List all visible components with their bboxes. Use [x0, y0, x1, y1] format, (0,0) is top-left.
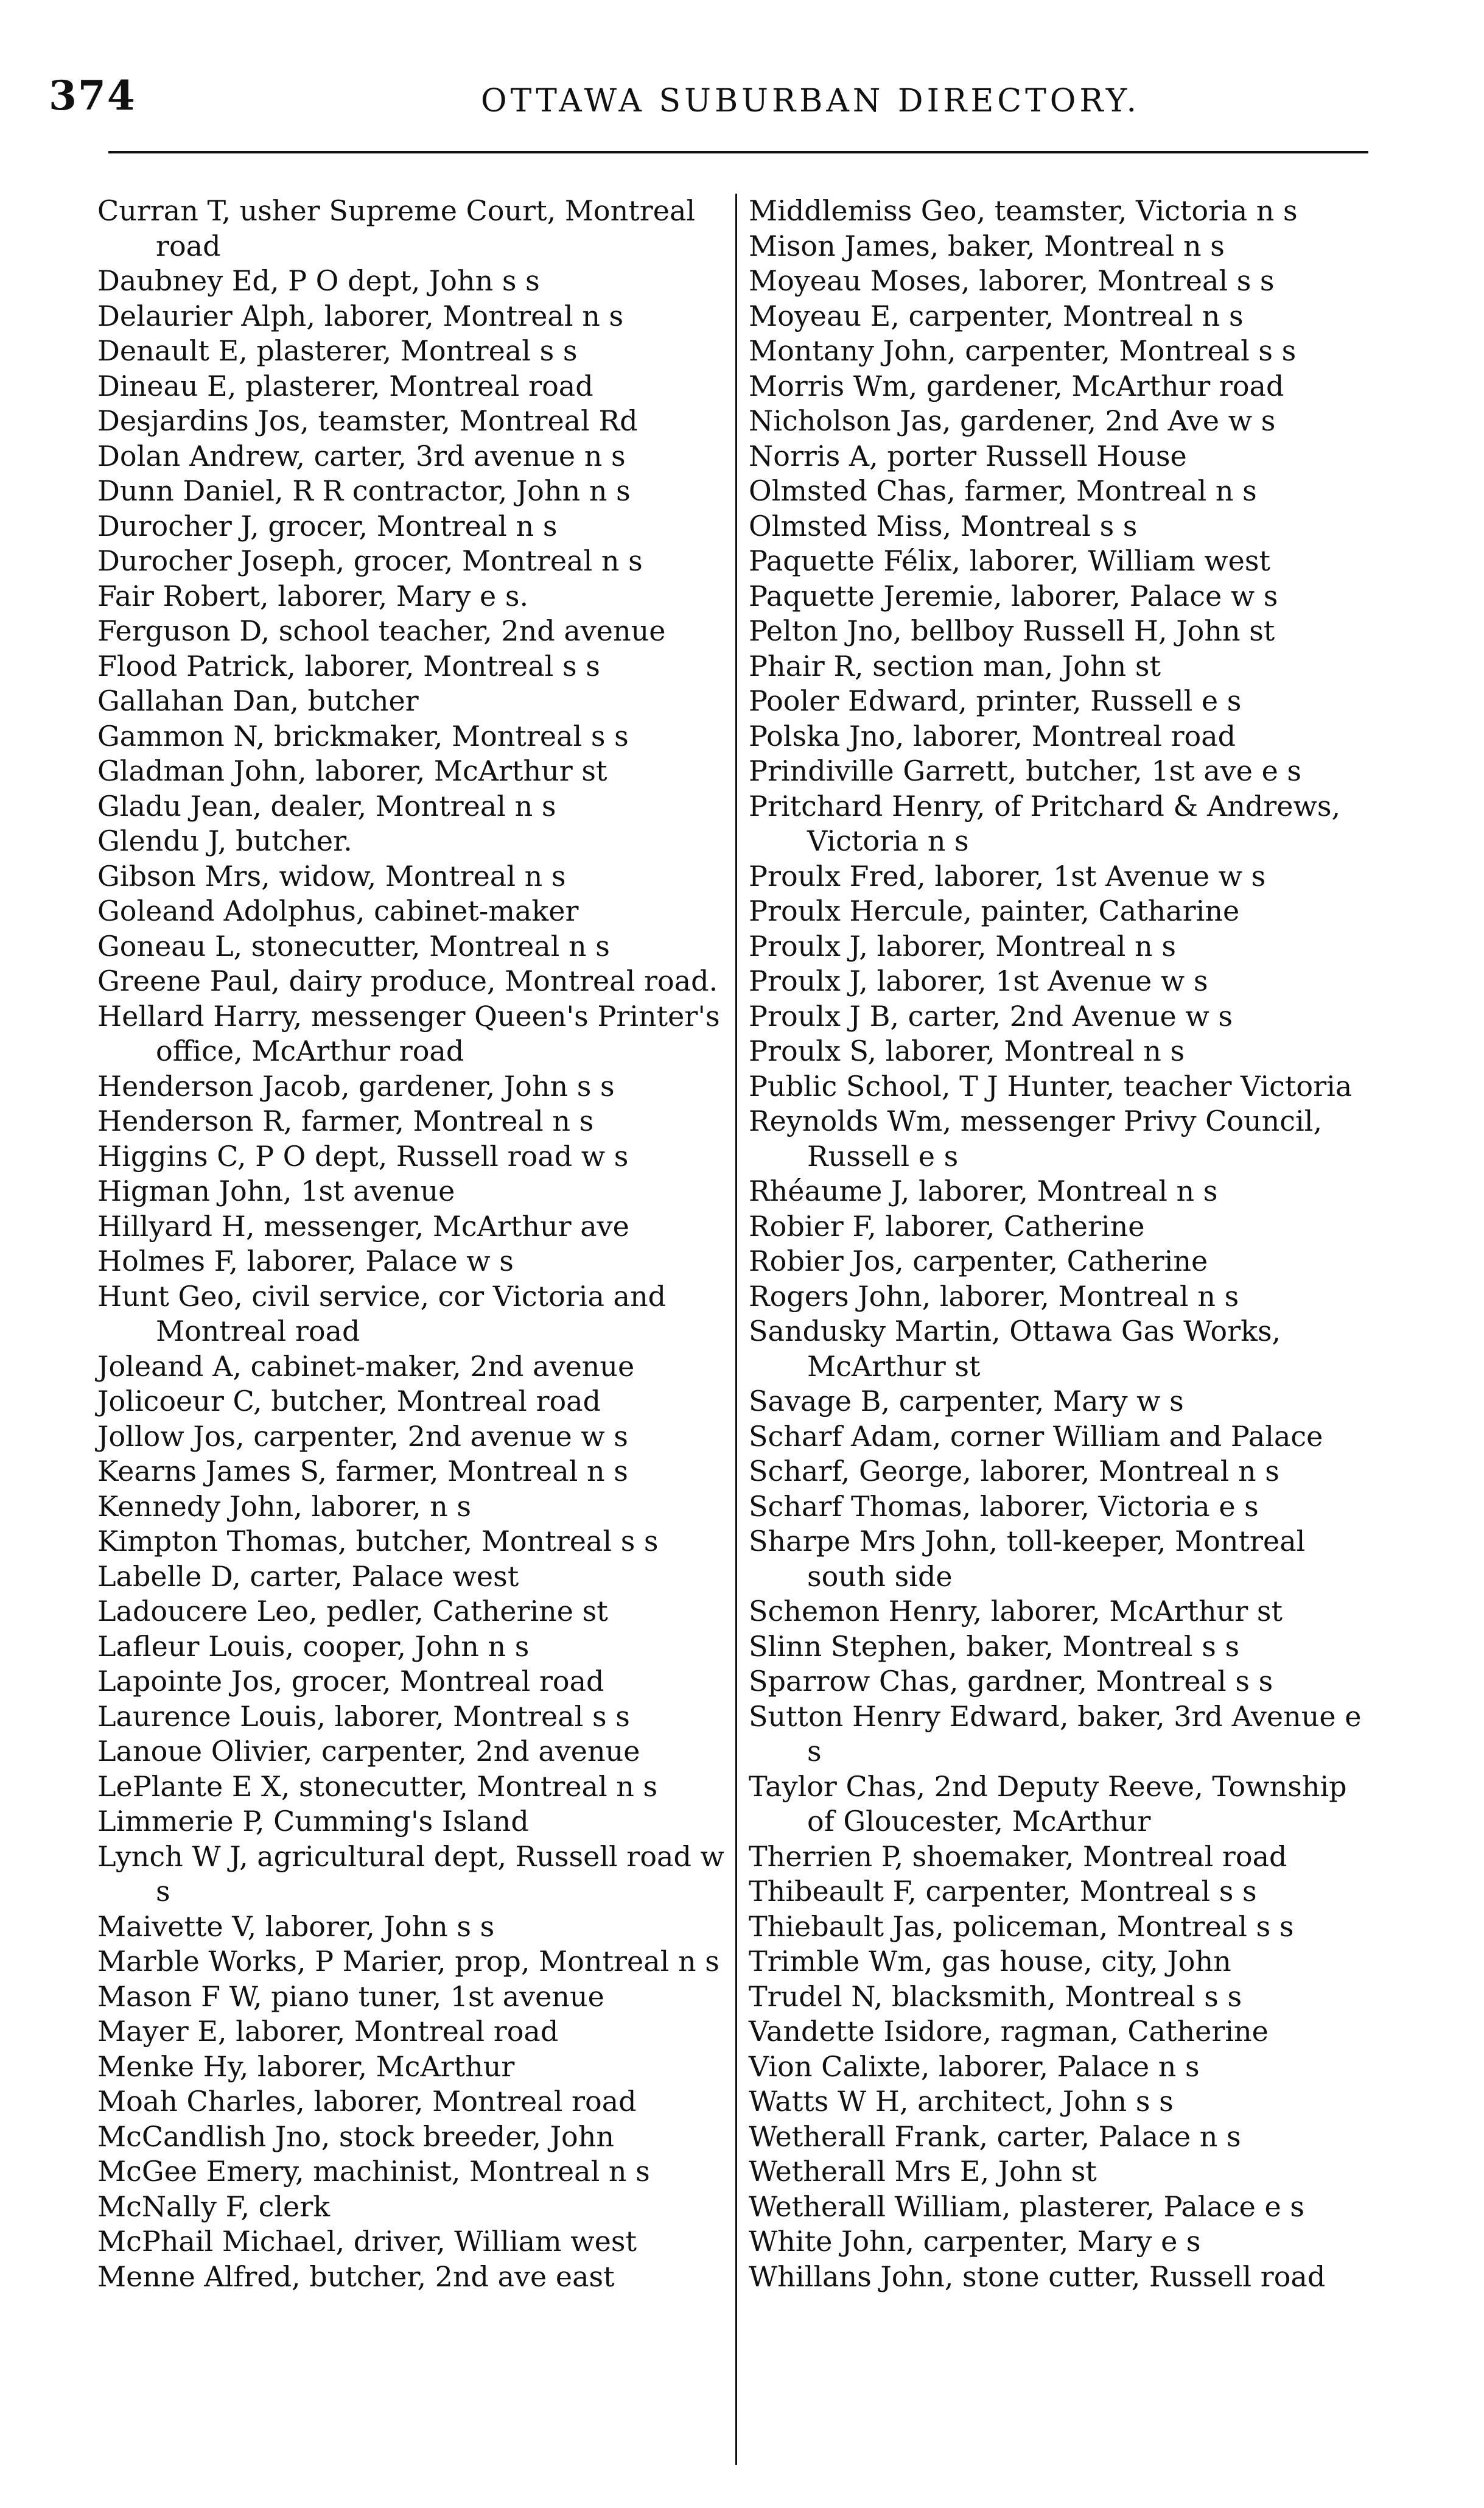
directory-entry: Hillyard H, messenger, McArthur ave [97, 1209, 629, 1243]
directory-entry: Glendu J, butcher. [97, 824, 352, 857]
directory-entry: Gammon N, brickmaker, Montreal s s [97, 719, 629, 753]
directory-entry: Mason F W, piano tuner, 1st avenue [97, 1979, 604, 2013]
directory-entry: Greene Paul, dairy produce, Montreal road. [97, 964, 718, 997]
directory-entry: Maivette V, laborer, John s s [97, 1909, 495, 1943]
directory-entry: McCandlish Jno, stock breeder, John [97, 2120, 615, 2153]
directory-entry: Olmsted Chas, farmer, Montreal n s [749, 474, 1257, 507]
directory-entry: Kennedy John, laborer, n s [97, 1489, 472, 1523]
directory-entry: Higgins C, P O dept, Russell road w s [97, 1139, 629, 1173]
directory-entry: Flood Patrick, laborer, Montreal s s [97, 649, 600, 683]
directory-entry: Watts W H, architect, John s s [749, 2085, 1174, 2118]
directory-entry: Higman John, 1st avenue [97, 1175, 455, 1207]
directory-entry: Rhéaume J, laborer, Montreal n s [749, 1175, 1218, 1207]
directory-entry: Thiebault Jas, policeman, Montreal s s [749, 1909, 1294, 1943]
directory-entry: Lafleur Louis, cooper, John n s [97, 1629, 530, 1663]
directory-entry: Moyeau Moses, laborer, Montreal s s [749, 264, 1275, 297]
page-number: 374 [49, 72, 136, 119]
directory-entry: Dineau E, plasterer, Montreal road [97, 369, 593, 402]
directory-entry: Lynch W J, agricultural dept, Russell road w s [97, 1839, 724, 1908]
directory-entry: Goneau L, stonecutter, Montreal n s [97, 929, 610, 963]
directory-entry: Schemon Henry, laborer, McArthur st [749, 1595, 1283, 1628]
directory-entry: Wetherall William, plasterer, Palace e s [749, 2190, 1304, 2223]
directory-entry: Proulx J, laborer, 1st Avenue w s [749, 964, 1208, 997]
directory-entry: Kimpton Thomas, butcher, Montreal s s [97, 1525, 659, 1558]
directory-entry: Nicholson Jas, gardener, 2nd Ave w s [749, 404, 1276, 437]
directory-entry: Denault E, plasterer, Montreal s s [97, 334, 578, 367]
directory-entry: Rogers John, laborer, Montreal n s [749, 1279, 1239, 1313]
directory-entry: Sutton Henry Edward, baker, 3rd Avenue e s [749, 1699, 1362, 1768]
directory-entry: Curran T, usher Supreme Court, Montreal road [97, 194, 696, 262]
directory-entry: Whillans John, stone cutter, Russell road [749, 2260, 1326, 2293]
directory-entry: Prindiville Garrett, butcher, 1st ave e s [749, 754, 1302, 787]
directory-entry: Laurence Louis, laborer, Montreal s s [97, 1699, 630, 1733]
column-divider [735, 194, 737, 2465]
directory-entry: Polska Jno, laborer, Montreal road [749, 719, 1236, 753]
directory-entry: Proulx Hercule, painter, Catharine [749, 894, 1240, 927]
directory-entry: Henderson R, farmer, Montreal n s [97, 1105, 594, 1137]
directory-entry: Dolan Andrew, carter, 3rd avenue n s [97, 439, 626, 472]
directory-entry: Morris Wm, gardener, McArthur road [749, 369, 1284, 402]
directory-entry: Scharf Thomas, laborer, Victoria e s [749, 1489, 1259, 1523]
directory-entry: Public School, T J Hunter, teacher Victoria [749, 1069, 1353, 1103]
directory-entry: Savage B, carpenter, Mary w s [749, 1385, 1184, 1417]
directory-entry: Proulx J B, carter, 2nd Avenue w s [749, 999, 1233, 1033]
directory-entry: Pritchard Henry, of Pritchard & Andrews, Victoria n s [749, 789, 1341, 857]
directory-entry: Proulx Fred, laborer, 1st Avenue w s [749, 859, 1266, 893]
directory-entry: Moah Charles, laborer, Montreal road [97, 2085, 637, 2118]
directory-entry: Thibeault F, carpenter, Montreal s s [749, 1875, 1257, 1908]
directory-entry: Ladoucere Leo, pedler, Catherine st [97, 1595, 608, 1628]
directory-entry: Wetherall Frank, carter, Palace n s [749, 2120, 1241, 2153]
directory-entry: McGee Emery, machinist, Montreal n s [97, 2155, 650, 2188]
directory-entry: Dunn Daniel, R R contractor, John n s [97, 474, 631, 507]
directory-entry: Menne Alfred, butcher, 2nd ave east [97, 2260, 615, 2293]
directory-entry: Phair R, section man, John st [749, 649, 1161, 683]
directory-entry: Goleand Adolphus, cabinet-maker [97, 894, 579, 927]
directory-entry: Wetherall Mrs E, John st [749, 2155, 1097, 2188]
directory-entry: Robier Jos, carpenter, Catherine [749, 1245, 1208, 1277]
directory-entry: Delaurier Alph, laborer, Montreal n s [97, 299, 624, 332]
directory-entry: Moyeau E, carpenter, Montreal n s [749, 299, 1244, 332]
directory-entry: Proulx J, laborer, Montreal n s [749, 929, 1176, 963]
directory-entry: Trimble Wm, gas house, city, John [749, 1945, 1231, 1978]
directory-entry: Reynolds Wm, messenger Privy Council, Russell e s [749, 1105, 1323, 1173]
directory-entry: Olmsted Miss, Montreal s s [749, 509, 1138, 543]
directory-entry: Sandusky Martin, Ottawa Gas Works, McArthur st [749, 1315, 1281, 1383]
directory-entry: Proulx S, laborer, Montreal n s [749, 1034, 1185, 1067]
directory-entry: Durocher J, grocer, Montreal n s [97, 509, 558, 543]
directory-entry: Durocher Joseph, grocer, Montreal n s [97, 544, 643, 577]
directory-entry: Gibson Mrs, widow, Montreal n s [97, 859, 566, 893]
directory-entry: Gladman John, laborer, McArthur st [97, 754, 607, 787]
directory-entry: White John, carpenter, Mary e s [749, 2225, 1201, 2258]
directory-entry: Trudel N, blacksmith, Montreal s s [749, 1979, 1242, 2013]
directory-entry: Middlemiss Geo, teamster, Victoria n s [749, 194, 1298, 227]
running-head: OTTAWA SUBURBAN DIRECTORY. [481, 83, 1141, 119]
directory-entry: Joleand A, cabinet-maker, 2nd avenue [97, 1349, 635, 1383]
directory-entry: Paquette Félix, laborer, William west [749, 544, 1270, 577]
directory-entry: LePlante E X, stonecutter, Montreal n s [97, 1769, 658, 1803]
directory-entry: Menke Hy, laborer, McArthur [97, 2050, 515, 2083]
directory-entry: Gallahan Dan, butcher [97, 684, 419, 717]
left-column [97, 194, 727, 2294]
directory-entry: Hunt Geo, civil service, cor Victoria and Montreal road [97, 1279, 667, 1347]
directory-entry: Fair Robert, laborer, Mary e s. [97, 579, 529, 613]
directory-entry: Pooler Edward, printer, Russell e s [749, 684, 1242, 717]
directory-entry: Slinn Stephen, baker, Montreal s s [749, 1629, 1240, 1663]
directory-entry: Vion Calixte, laborer, Palace n s [749, 2050, 1200, 2083]
directory-entry: Sparrow Chas, gardner, Montreal s s [749, 1665, 1273, 1698]
directory-entry: Daubney Ed, P O dept, John s s [97, 264, 540, 297]
directory-entry: Sharpe Mrs John, toll-keeper, Montreal south side [749, 1525, 1306, 1593]
directory-entry: McNally F, clerk [97, 2190, 331, 2223]
directory-entry: Labelle D, carter, Palace west [97, 1559, 519, 1593]
directory-entry: Montany John, carpenter, Montreal s s [749, 334, 1297, 367]
directory-entry: Therrien P, shoemaker, Montreal road [749, 1839, 1287, 1873]
directory-entry: Pelton Jno, bellboy Russell H, John st [749, 614, 1275, 647]
directory-entry: McPhail Michael, driver, William west [97, 2225, 637, 2258]
directory-entry: Limmerie P, Cumming's Island [97, 1805, 529, 1838]
directory-entry: Kearns James S, farmer, Montreal n s [97, 1455, 628, 1488]
directory-entry: Lapointe Jos, grocer, Montreal road [97, 1665, 604, 1698]
directory-entry: Hellard Harry, messenger Queen's Printer's office, McArthur road [97, 999, 720, 1067]
directory-entry: Ferguson D, school teacher, 2nd avenue [97, 614, 666, 647]
directory-entry: Mison James, baker, Montreal n s [749, 229, 1225, 262]
directory-entry: Jollow Jos, carpenter, 2nd avenue w s [97, 1419, 628, 1453]
header-rule [108, 151, 1368, 153]
directory-entry: Norris A, porter Russell House [749, 439, 1187, 472]
directory-entry: Vandette Isidore, ragman, Catherine [749, 2015, 1269, 2048]
directory-entry: Desjardins Jos, teamster, Montreal Rd [97, 404, 638, 437]
directory-entry: Marble Works, P Marier, prop, Montreal n s [97, 1945, 719, 1978]
directory-entry: Scharf, George, laborer, Montreal n s [749, 1455, 1279, 1488]
directory-entry: Scharf Adam, corner William and Palace [749, 1419, 1323, 1453]
directory-entry: Lanoue Olivier, carpenter, 2nd avenue [97, 1735, 640, 1768]
directory-entry: Taylor Chas, 2nd Deputy Reeve, Township of Gloucester, McArthur [749, 1769, 1347, 1838]
right-column [749, 194, 1376, 2294]
directory-entry: Henderson Jacob, gardener, John s s [97, 1069, 615, 1103]
directory-entry: Holmes F, laborer, Palace w s [97, 1245, 514, 1277]
directory-entry: Jolicoeur C, butcher, Montreal road [97, 1385, 601, 1417]
directory-entry: Gladu Jean, dealer, Montreal n s [97, 789, 556, 823]
directory-entry: Mayer E, laborer, Montreal road [97, 2015, 559, 2048]
directory-entry: Paquette Jeremie, laborer, Palace w s [749, 579, 1278, 613]
directory-entry: Robier F, laborer, Catherine [749, 1209, 1145, 1243]
